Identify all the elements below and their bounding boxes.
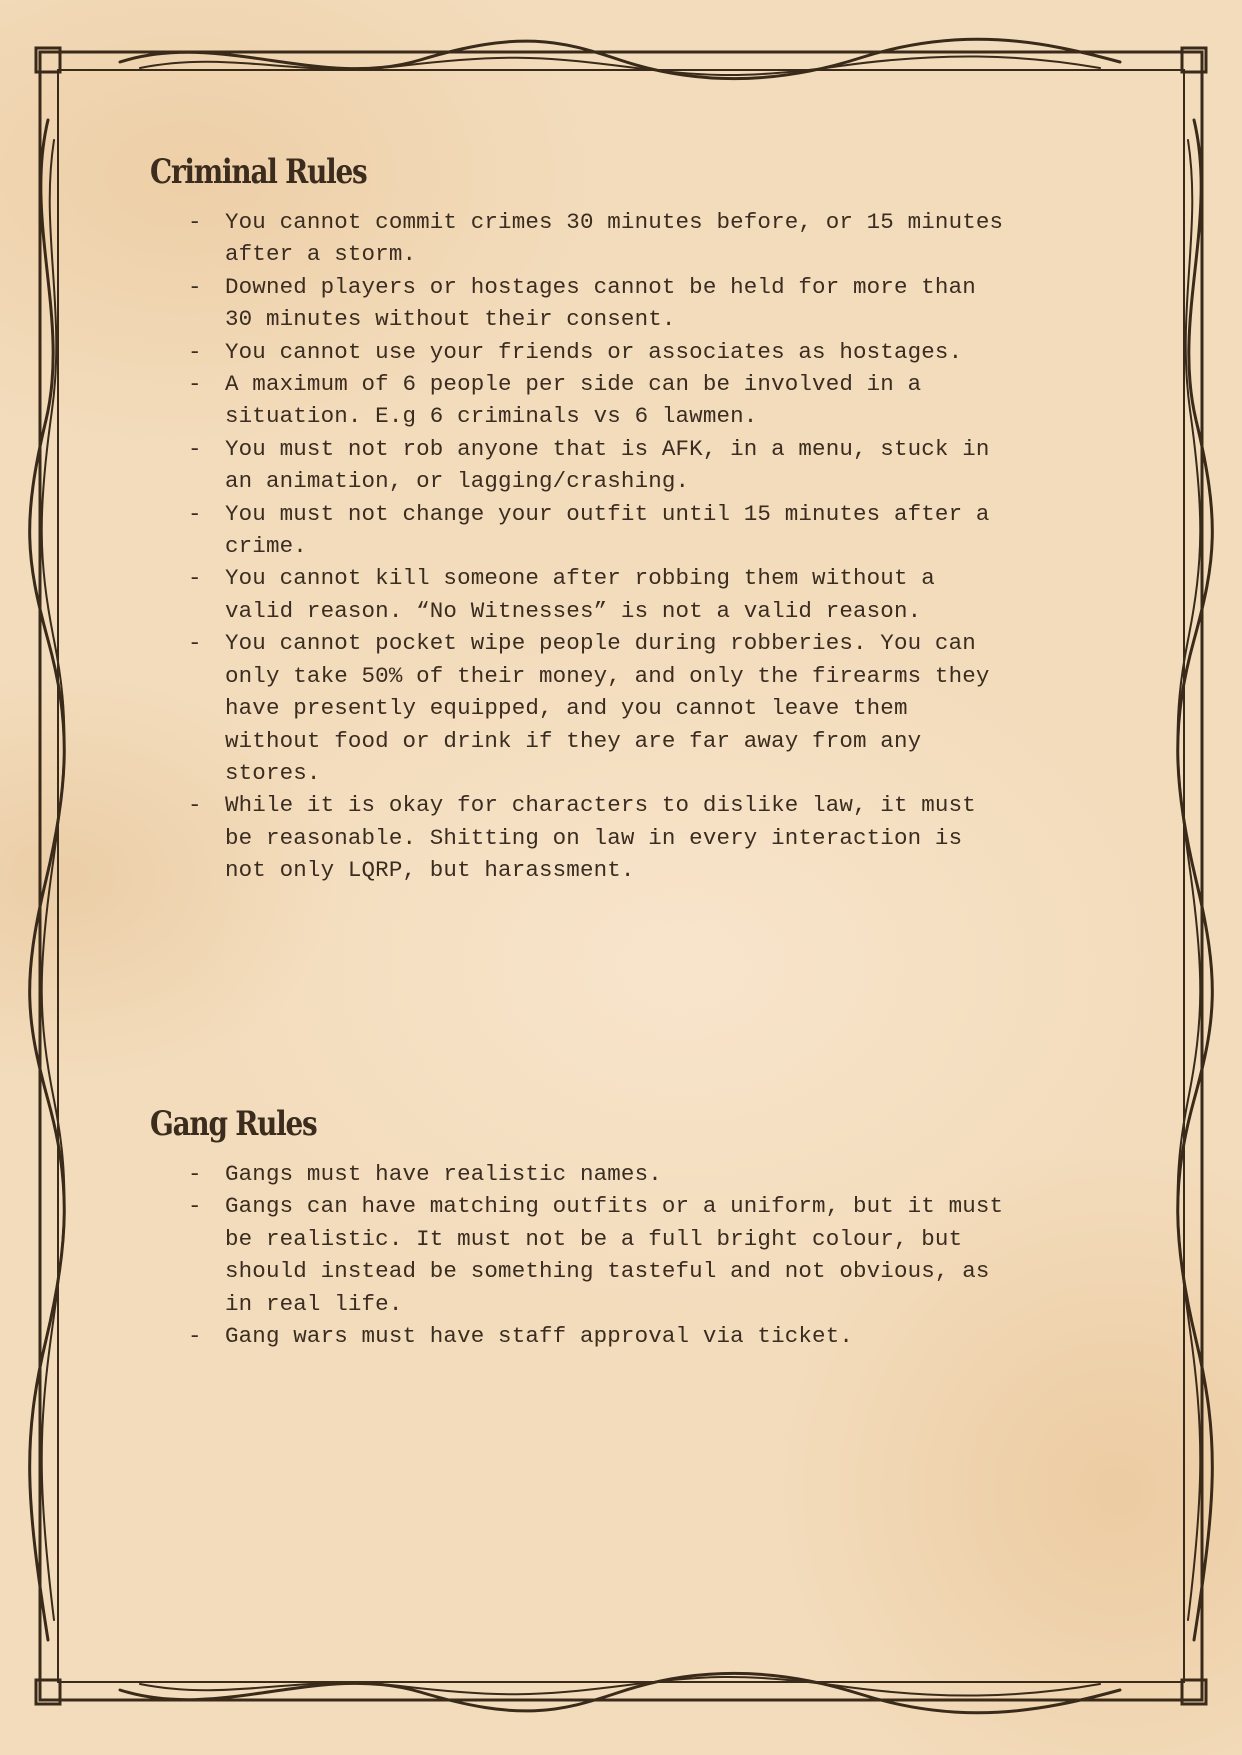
criminal-rules-heading: Criminal Rules	[150, 152, 367, 192]
criminal-rules-section	[150, 152, 1090, 887]
rule-text: You must not change your outfit until 15 minutes after a crime.	[225, 500, 990, 560]
bullet-dash: -	[188, 1161, 202, 1187]
criminal-rules-list	[150, 206, 1090, 887]
bullet-dash: -	[188, 1193, 202, 1220]
rule-text: Gang wars must have staff approval via ticket.	[225, 1323, 854, 1350]
list-item	[150, 1158, 1090, 1190]
list-item	[150, 498, 1090, 563]
list-item	[150, 206, 1090, 271]
rule-text: You cannot kill someone after robbing them without a valid reason. “No Witnesses” is not a valid reason.	[225, 565, 935, 624]
bullet-dash: -	[188, 371, 202, 398]
bullet-dash: -	[188, 500, 202, 527]
bullet-dash: -	[188, 565, 202, 592]
list-item	[150, 368, 1090, 433]
bullet-dash: -	[188, 792, 202, 819]
list-item	[150, 336, 1090, 368]
list-item	[150, 1320, 1090, 1352]
list-item	[150, 1190, 1090, 1320]
bullet-dash: -	[188, 338, 202, 365]
list-item	[150, 789, 1090, 886]
bullet-dash: -	[188, 209, 202, 235]
list-item	[150, 627, 1090, 789]
rule-text: You cannot use your friends or associates as hostages.	[225, 338, 963, 365]
bullet-dash: -	[188, 630, 202, 657]
list-item	[150, 562, 1090, 627]
bullet-dash: -	[188, 435, 202, 462]
rule-text: You must not rob anyone that is AFK, in a menu, stuck in an animation, or lagging/crashing.	[225, 435, 990, 495]
rule-text: Gangs can have matching outfits or a uniform, but it must be realistic. It must not be a full bright colour, but should instead be something tasteful and not obvious, as in real life.	[225, 1193, 1004, 1317]
rule-text: You cannot pocket wipe people during robberies. You can only take 50% of their money, and only the firearms they have presently equipped, and you cannot leave them without food or drink if they are far away from any stores.	[225, 630, 990, 786]
gang-rules-heading: Gang Rules	[150, 1104, 317, 1144]
list-item	[150, 433, 1090, 498]
bullet-dash: -	[188, 273, 202, 300]
rule-text: You cannot commit crimes 30 minutes before, or 15 minutes after a storm.	[225, 209, 1004, 268]
rule-text: While it is okay for characters to dislike law, it must be reasonable. Shitting on law in every interaction is not only LQRP, but harassment.	[225, 792, 976, 884]
list-item	[150, 271, 1090, 336]
rule-text: Downed players or hostages cannot be held for more than 30 minutes without their consent.	[225, 273, 976, 333]
bullet-dash: -	[188, 1323, 202, 1350]
gang-rules-section	[150, 1104, 1090, 1352]
rule-text: Gangs must have realistic names.	[225, 1161, 662, 1187]
gang-rules-list	[150, 1158, 1090, 1352]
rule-text: A maximum of 6 people per side can be involved in a situation. E.g 6 criminals vs 6 lawmen.	[225, 371, 922, 430]
